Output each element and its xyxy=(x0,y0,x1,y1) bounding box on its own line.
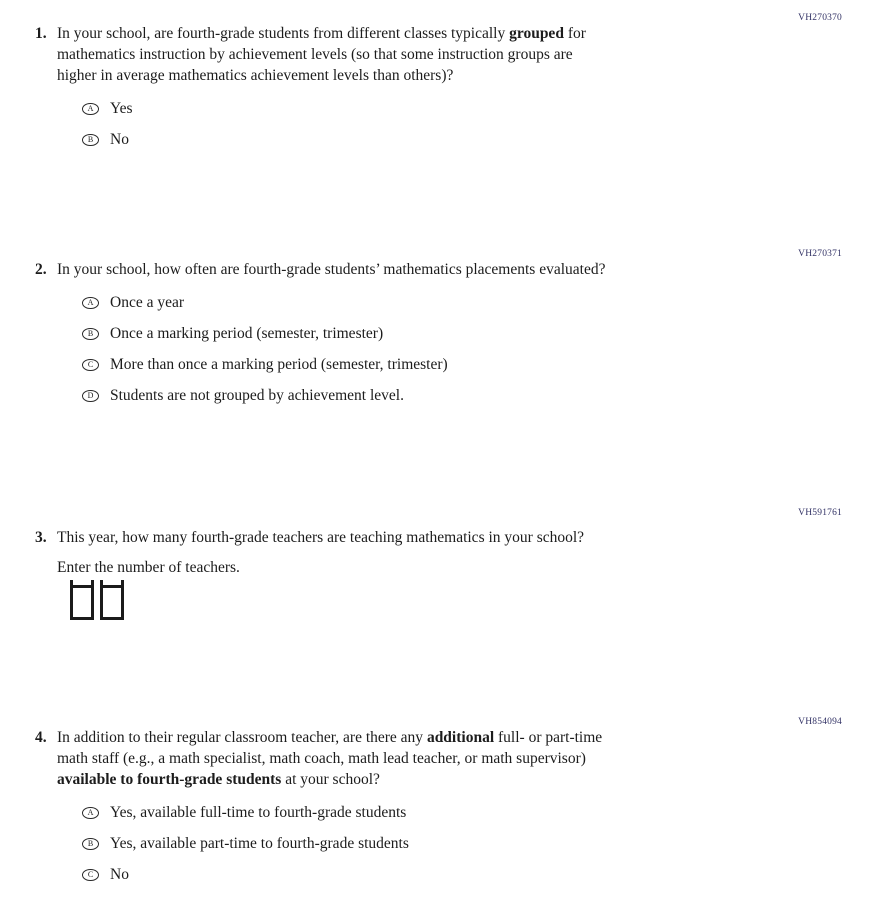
question-number: 4. xyxy=(35,729,47,746)
question-text-part: In addition to their regular classroom teacher, are there any xyxy=(57,729,427,746)
question-text-line xyxy=(57,259,895,280)
answer-option[interactable] xyxy=(82,866,895,884)
option-label: No xyxy=(110,866,129,883)
question-head xyxy=(0,527,895,548)
question-block-3 xyxy=(0,508,895,621)
question-text-part: This year, how many fourth-grade teachers are teaching mathematics in your school? xyxy=(57,529,585,546)
question-head xyxy=(0,727,895,790)
entry-instruction: Enter the number of teachers. xyxy=(57,559,240,576)
question-text-line xyxy=(57,65,895,86)
question-block-2 xyxy=(0,249,895,418)
question-text-part: full- or part-time xyxy=(494,729,603,746)
question-text-part: grouped xyxy=(509,25,564,42)
question-text-part: In your school, are fourth-grade students from different classes typically xyxy=(57,25,510,42)
option-label: No xyxy=(110,131,129,148)
question-text-part: at your school? xyxy=(281,771,380,788)
question-block-1 xyxy=(0,13,895,162)
answer-option[interactable] xyxy=(82,356,895,374)
options-list xyxy=(0,100,895,149)
answer-option[interactable] xyxy=(82,804,895,822)
question-text-part: math staff (e.g., a math specialist, math coach, math lead teacher, or math supervisor) xyxy=(57,750,586,767)
answer-option[interactable] xyxy=(82,387,895,405)
option-bubble-b-icon[interactable]: B xyxy=(82,838,99,851)
question-block-4 xyxy=(0,717,895,897)
option-bubble-c-icon[interactable]: C xyxy=(82,359,99,372)
question-number: 2. xyxy=(35,261,47,278)
question-code: VH591761 xyxy=(798,508,842,518)
option-bubble-b-icon[interactable]: B xyxy=(82,328,99,341)
question-text xyxy=(57,259,895,280)
question-text-part: In your school, how often are fourth-grade students’ mathematics placements evaluated? xyxy=(57,261,606,278)
question-code: VH854094 xyxy=(798,717,842,727)
option-label: Once a year xyxy=(110,294,185,311)
question-text-part: mathematics instruction by achievement levels (so that some instruction groups are xyxy=(57,46,573,63)
option-bubble-d-icon[interactable]: D xyxy=(82,390,99,403)
answer-option[interactable] xyxy=(82,835,895,853)
digit-entry-box[interactable] xyxy=(70,585,94,620)
question-text xyxy=(57,23,895,86)
option-label: Students are not grouped by achievement level. xyxy=(110,387,404,404)
option-bubble-b-icon[interactable]: B xyxy=(82,134,99,147)
question-head xyxy=(0,23,895,86)
option-label: Yes xyxy=(110,100,133,117)
question-text-part: for xyxy=(563,25,586,42)
question-text-line xyxy=(57,527,895,548)
option-label: Once a marking period (semester, trimester) xyxy=(110,325,384,342)
option-bubble-a-icon[interactable]: A xyxy=(82,807,99,820)
question-text-line xyxy=(57,44,895,65)
question-head xyxy=(0,259,895,280)
option-bubble-a-icon[interactable]: A xyxy=(82,103,99,116)
question-text xyxy=(57,527,895,548)
options-list xyxy=(0,804,895,884)
question-text-part: additional xyxy=(426,729,495,746)
digit-entry-boxes xyxy=(0,585,895,621)
question-text-line xyxy=(57,748,895,769)
options-list xyxy=(0,294,895,405)
answer-option[interactable] xyxy=(82,100,895,118)
question-code: VH270371 xyxy=(798,249,842,259)
question-number: 1. xyxy=(35,25,47,42)
question-text-part: available to fourth-grade students xyxy=(57,771,282,788)
question-text-line xyxy=(57,23,895,44)
option-bubble-c-icon[interactable]: C xyxy=(82,869,99,882)
option-label: Yes, available full-time to fourth-grade students xyxy=(110,804,407,821)
question-number: 3. xyxy=(35,529,47,546)
question-text-part: higher in average mathematics achievement levels than others)? xyxy=(57,67,454,84)
question-text xyxy=(57,727,895,790)
answer-option[interactable] xyxy=(82,325,895,343)
digit-entry-box[interactable] xyxy=(100,585,124,620)
question-text-line xyxy=(57,727,895,748)
answer-option[interactable] xyxy=(82,131,895,149)
question-text-line xyxy=(57,769,895,790)
option-bubble-a-icon[interactable]: A xyxy=(82,297,99,310)
option-label: More than once a marking period (semester, trimester) xyxy=(110,356,448,373)
question-code: VH270370 xyxy=(798,13,842,23)
option-label: Yes, available part-time to fourth-grade students xyxy=(110,835,409,852)
answer-option[interactable] xyxy=(82,294,895,312)
